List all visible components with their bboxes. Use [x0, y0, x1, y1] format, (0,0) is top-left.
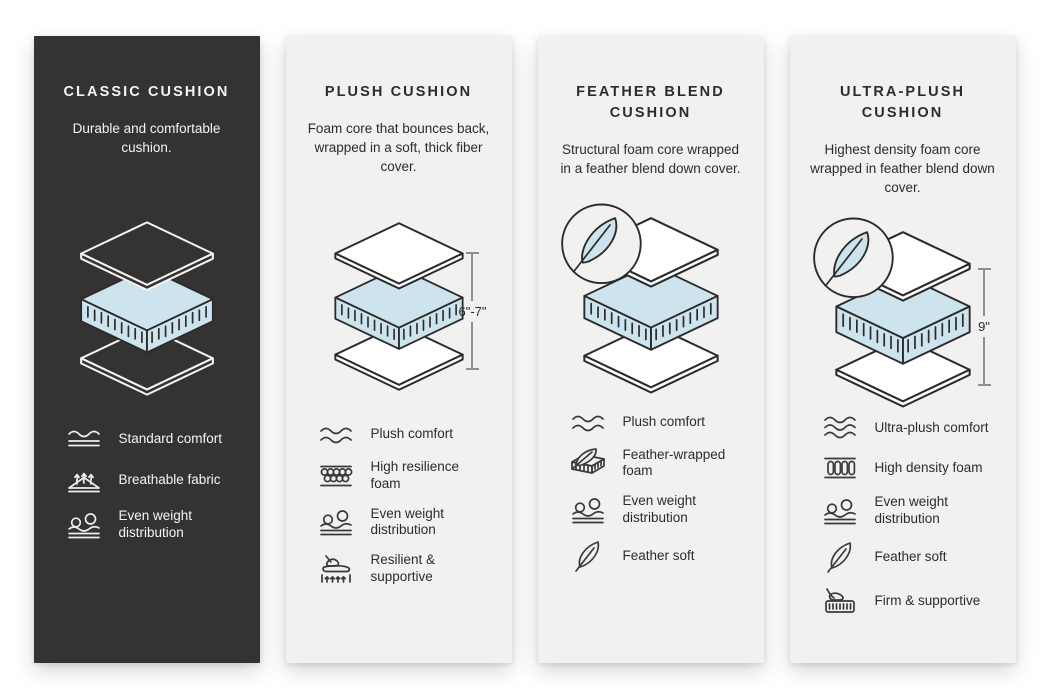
card-title: ULTRA-PLUSH CUSHION	[839, 84, 966, 122]
feature-list	[809, 414, 997, 629]
measure-label: 6"-7"	[458, 303, 487, 319]
feature-item	[809, 586, 997, 616]
capsule-foam-icon	[820, 455, 860, 481]
feature-label: Firm & supportive	[874, 592, 981, 608]
measure-line	[983, 337, 985, 384]
cushion-illustration	[53, 219, 241, 398]
wave-double-icon	[316, 424, 356, 446]
wave-triple-icon	[820, 414, 860, 442]
feature-label: Even weight distribution	[118, 508, 193, 541]
measure-cap	[466, 368, 479, 370]
feature-label: High density foam	[874, 459, 983, 475]
feature-label: Breathable fabric	[118, 471, 221, 487]
cushion-illustration	[305, 220, 493, 393]
resilient-icon	[316, 554, 356, 584]
feature-item	[305, 424, 493, 446]
card-classic-cushion	[34, 36, 260, 663]
weight-distribution-icon	[820, 496, 860, 526]
wave-double-icon	[568, 412, 608, 434]
feature-item	[557, 412, 745, 434]
feature-item	[53, 426, 241, 452]
wave-single-icon	[64, 426, 104, 452]
feather-badge	[562, 205, 641, 284]
weight-distribution-icon	[568, 495, 608, 525]
feature-label: Feather soft	[874, 548, 947, 564]
card-ultra-plush-cushion	[790, 36, 1016, 663]
feature-item	[809, 455, 997, 481]
feather-icon	[568, 540, 608, 572]
feature-list	[557, 412, 745, 586]
card-plush-cushion	[286, 36, 512, 663]
feather-badge	[814, 218, 893, 297]
feature-label: Standard comfort	[118, 430, 223, 446]
measure-cap	[978, 384, 991, 386]
feature-label: Resilient & supportive	[370, 552, 436, 585]
feature-item	[557, 493, 745, 527]
feature-label: High resilience foam	[370, 458, 460, 491]
feature-list	[53, 426, 241, 555]
feature-item	[809, 541, 997, 573]
feature-item	[305, 552, 493, 586]
height-measurement	[978, 268, 991, 386]
feature-label: Even weight distribution	[874, 494, 949, 527]
cushion-layers-diagram-with-feather-badge	[557, 198, 745, 399]
feature-label: Feather-wrapped foam	[622, 446, 726, 479]
measure-line	[471, 322, 473, 369]
firm-icon	[820, 586, 860, 616]
feature-item	[557, 540, 745, 572]
feature-label: Ultra-plush comfort	[874, 419, 989, 435]
feature-label: Feather soft	[622, 547, 695, 563]
feature-label: Even weight distribution	[622, 493, 697, 526]
measure-line	[471, 254, 473, 301]
card-title: FEATHER BLEND CUSHION	[576, 84, 725, 122]
cushion-illustration	[809, 212, 997, 413]
measure-line	[983, 270, 985, 317]
cushion-layers-diagram	[54, 219, 240, 398]
weight-distribution-icon	[64, 510, 104, 540]
cushion-illustration	[557, 198, 745, 399]
measure-label: 9"	[978, 319, 990, 334]
feature-item	[53, 465, 241, 495]
card-feather-blend-cushion	[538, 36, 764, 663]
feature-item	[557, 447, 745, 481]
weight-distribution-icon	[316, 507, 356, 537]
card-description: Structural foam core wrapped in a feather blend down cover.	[560, 142, 741, 177]
feature-list	[305, 424, 493, 599]
cushion-layers-diagram-with-feather-badge	[809, 212, 997, 413]
card-title: PLUSH CUSHION	[324, 84, 473, 100]
card-title: CLASSIC CUSHION	[63, 84, 230, 100]
feature-item	[809, 414, 997, 442]
feature-label: Plush comfort	[370, 426, 454, 442]
card-description: Foam core that bounces back, wrapped in a soft, thick fiber cover.	[307, 121, 490, 175]
feature-item	[305, 506, 493, 540]
honeycomb-foam-icon	[316, 463, 356, 489]
card-description: Highest density foam core wrapped in feather blend down cover.	[810, 142, 995, 196]
feature-item	[305, 459, 493, 493]
feature-item	[53, 508, 241, 542]
feature-label: Plush comfort	[622, 414, 706, 430]
height-measurement	[458, 252, 486, 370]
feather-icon	[820, 541, 860, 573]
feather-wrapped-foam-icon	[568, 448, 608, 478]
feature-label: Even weight distribution	[370, 505, 445, 538]
card-description: Durable and comfortable cushion.	[72, 121, 221, 156]
feature-item	[809, 494, 997, 528]
breathable-icon	[64, 465, 104, 495]
